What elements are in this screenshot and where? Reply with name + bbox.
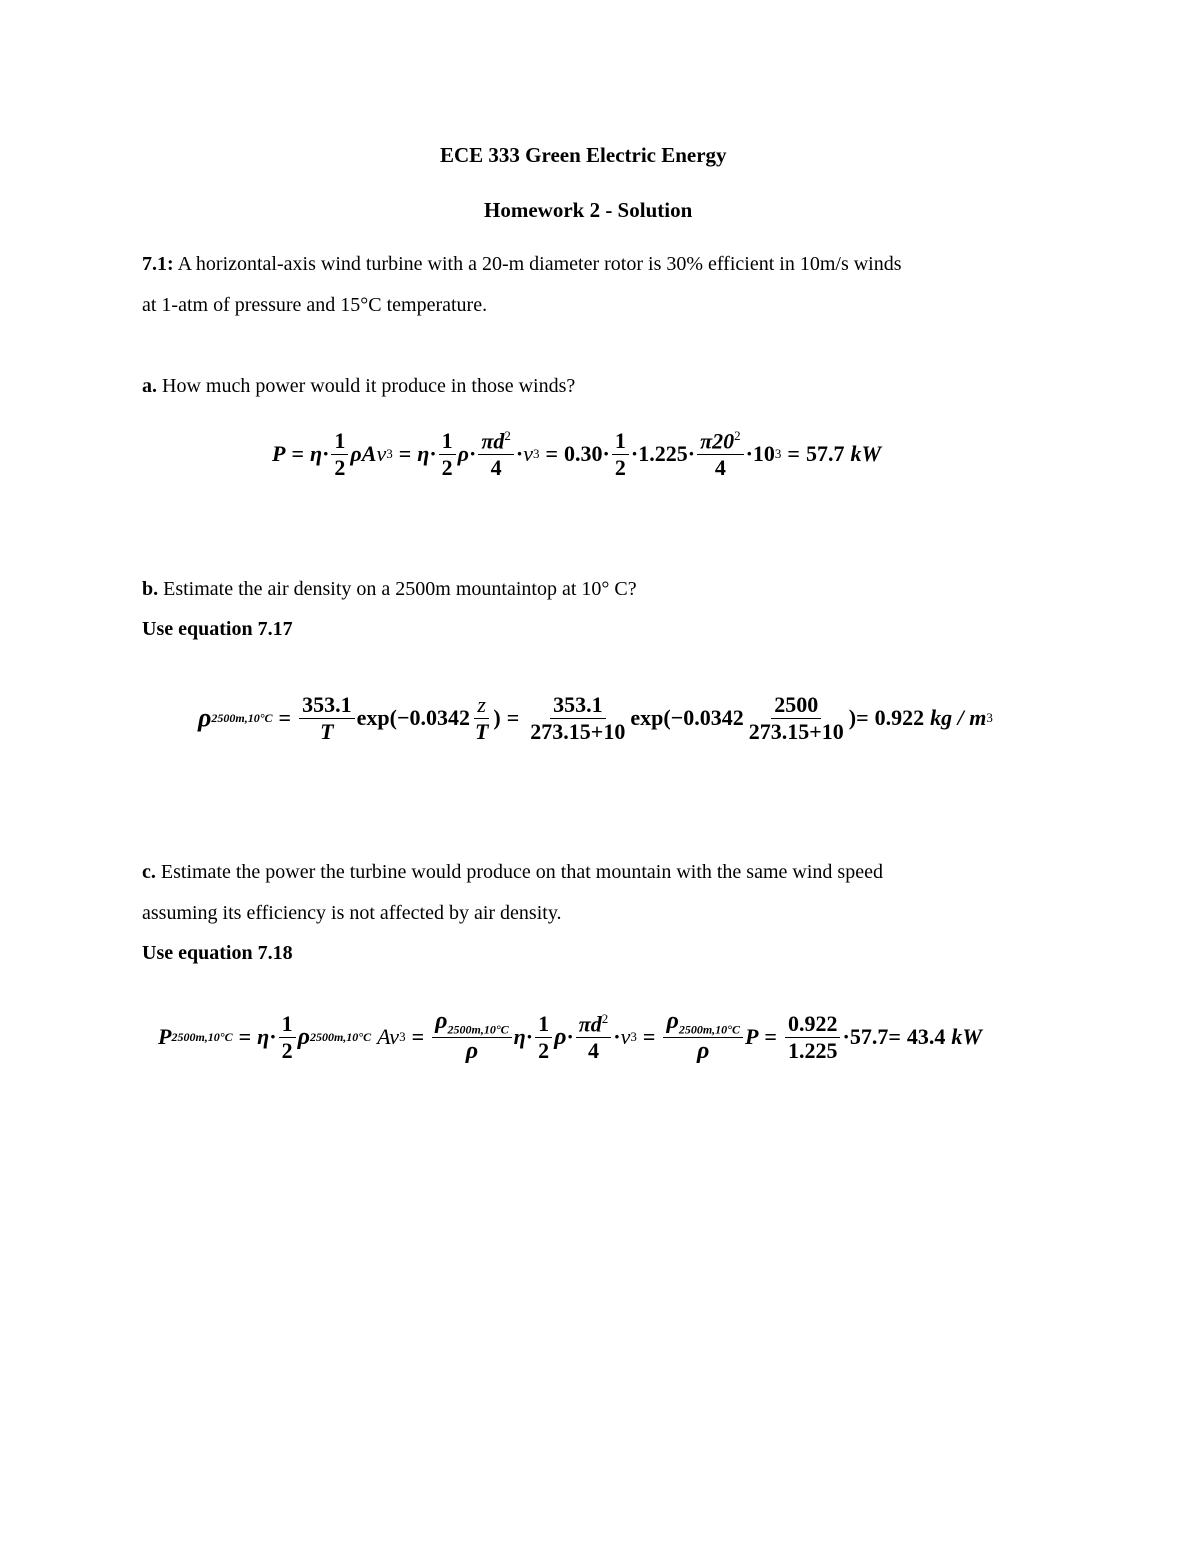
part-b-label: b.	[142, 578, 159, 600]
eqa-pid: πd	[481, 428, 505, 454]
eqb-t-1: T	[320, 718, 334, 744]
eqa-sq-2: 2	[734, 428, 741, 444]
eqb-sub: 2500m,10°C	[211, 710, 273, 725]
eqa-eq-2: =	[398, 441, 412, 466]
eqc-dot-5: ·	[842, 1024, 850, 1049]
part-a-question	[142, 375, 575, 398]
eqa-eta-2: η	[417, 441, 430, 466]
eqc-half-num-1: 1	[279, 1012, 296, 1037]
eqc-half-num-2: 1	[535, 1012, 552, 1037]
part-b-text: Estimate the air density on a 2500m mountaintop at 10° C?	[158, 578, 637, 600]
eqb-result: 0.922	[874, 705, 925, 730]
equation-c	[158, 1004, 982, 1070]
eqa-eff: 0.30	[564, 441, 603, 466]
eqa-cube-1: 3	[386, 446, 393, 461]
problem-line-2: at 1-atm of pressure and 15°C temperature.	[142, 294, 488, 316]
eqc-eq-1: =	[238, 1024, 252, 1049]
eqc-pid: πd	[578, 1011, 602, 1037]
eqa-half-num-3: 1	[612, 429, 629, 454]
eqc-v: v	[620, 1024, 631, 1049]
part-c-use-eq: Use equation 7.18	[142, 942, 293, 964]
equation-b	[198, 686, 993, 750]
eqa-cube-2: 3	[532, 446, 540, 461]
problem-label: 7.1:	[142, 253, 174, 275]
eqa-frac-half-1	[331, 429, 348, 478]
eqa-cube-3: 3	[774, 446, 782, 461]
eqa-eq-1: =	[291, 441, 304, 466]
eqc-rho-4: ρ	[554, 1023, 567, 1050]
eqa-four-2: 4	[714, 454, 726, 480]
eqb-t-2: T	[474, 718, 489, 744]
eqb-close-2: )	[848, 705, 857, 730]
eqc-rho-2: ρ	[435, 1008, 448, 1035]
eqc-cube-1: 3	[399, 1029, 406, 1044]
eqb-frac-3	[527, 693, 628, 742]
part-b-use-eq: Use equation 7.17	[142, 618, 293, 640]
part-c-question-2: assuming its efficiency is not affected by air density.	[142, 902, 562, 924]
eqb-tsum-1: 273.15+10	[530, 718, 626, 744]
eqc-four: 4	[588, 1037, 600, 1063]
eqb-eq-3: =	[856, 705, 869, 730]
eqa-ten: 10	[752, 441, 775, 466]
eqb-frac-2	[472, 693, 491, 742]
eqb-z: z	[474, 693, 489, 718]
eqc-result: 43.4	[906, 1024, 946, 1049]
eqa-dot-7: ·	[687, 441, 696, 466]
eqc-eq-3: =	[642, 1024, 656, 1049]
eqa-four-1: 4	[490, 454, 502, 480]
eqb-tsum-2: 273.15+10	[748, 718, 844, 744]
eqc-unit: kW	[951, 1024, 982, 1049]
eqa-frac-half-2	[439, 429, 456, 478]
eqa-frac-area-num	[697, 429, 744, 479]
eqc-frac-half-1	[279, 1012, 296, 1061]
eqb-alt: 2500	[771, 693, 821, 718]
eqa-result: 57.7	[805, 441, 845, 466]
eqc-eta-1: η	[257, 1024, 270, 1049]
eqc-av: Av	[377, 1024, 400, 1049]
eqc-dot-3: ·	[566, 1024, 574, 1049]
eqc-dot-1: ·	[269, 1024, 277, 1049]
eqc-eq-2: =	[411, 1024, 425, 1049]
eqc-eq-4: =	[764, 1024, 777, 1049]
eqa-v-1: v	[376, 441, 387, 466]
eqa-eq-3: =	[545, 441, 559, 466]
eqa-half-den-1: 2	[334, 454, 346, 480]
problem-text-1: A horizontal-axis wind turbine with a 20-m diameter rotor is 30% efficient in 10m/s winds	[173, 253, 902, 275]
part-c-question-1	[142, 861, 883, 884]
eqa-half-num-1: 1	[331, 429, 348, 454]
eqc-p-end: P	[744, 1024, 759, 1049]
eqc-eq-5: =	[888, 1024, 901, 1049]
eqa-density: 1.225	[638, 441, 688, 466]
eqa-dot-1: ·	[322, 441, 330, 466]
eqc-frac-area	[576, 1012, 612, 1062]
eqa-v-2: v	[523, 441, 533, 466]
eqb-frac-1	[299, 693, 355, 742]
eqc-half-den-2: 2	[538, 1037, 550, 1063]
part-a-label: a.	[142, 375, 157, 397]
eqc-half-den-1: 2	[281, 1037, 293, 1063]
eqb-unit: kg / m	[930, 705, 987, 730]
eqa-half-den-2: 2	[441, 454, 453, 480]
eqc-dot-2: ·	[525, 1024, 534, 1049]
eqc-frac-values	[785, 1012, 841, 1061]
eqc-rho-3: ρ	[465, 1038, 479, 1065]
eqa-rho: ρ	[457, 441, 470, 466]
eqc-power: 57.7	[849, 1024, 889, 1049]
eqc-rho-5: ρ	[666, 1008, 679, 1035]
eqb-frac-4	[746, 693, 847, 742]
course-title: ECE 333 Green Electric Energy	[440, 143, 727, 167]
eqc-p: P	[158, 1024, 172, 1049]
eqc-sub-2: 2500m,10°C	[309, 1029, 372, 1044]
eqb-eq-2: =	[506, 705, 520, 730]
eqc-sq: 2	[601, 1011, 609, 1027]
eqa-eta-1: η	[310, 441, 323, 466]
eqc-frac-ratio-1	[432, 1009, 512, 1064]
eqc-den: 1.225	[787, 1037, 838, 1063]
part-a-text: How much power would it produce in those winds?	[157, 375, 576, 397]
eqa-dot-4: ·	[515, 441, 524, 466]
part-b-question	[142, 578, 637, 601]
eqa-frac-area	[478, 429, 514, 479]
eqa-dot-6: ·	[630, 441, 639, 466]
eqa-dot-2: ·	[429, 441, 437, 466]
eqb-cube: 3	[986, 710, 993, 725]
part-c-text-1: Estimate the power the turbine would produce on that mountain with the same wind speed	[155, 861, 883, 883]
eqa-pi20: π20	[700, 428, 735, 454]
eqb-exp-1: exp(−0.0342	[356, 705, 470, 730]
eqb-eq-1: =	[278, 705, 292, 730]
eqc-sub-1: 2500m,10°C	[171, 1029, 233, 1044]
eqc-sub-4: 2500m,10°C	[678, 1022, 740, 1037]
eqa-dot-5: ·	[602, 441, 610, 466]
eqa-eq-4: =	[787, 441, 800, 466]
eqc-frac-ratio-2	[663, 1009, 743, 1064]
problem-line-1	[142, 253, 902, 276]
eqc-eta-2: η	[513, 1024, 526, 1049]
equation-a	[272, 422, 881, 486]
eqc-rho-1: ρ	[297, 1023, 310, 1050]
eqc-dot-4: ·	[613, 1024, 621, 1049]
eqa-half-den-3: 2	[614, 454, 626, 480]
eqa-dot-3: ·	[469, 441, 477, 466]
eqb-c1-2: 353.1	[550, 693, 606, 718]
eqc-frac-half-2	[535, 1012, 552, 1061]
eqa-p: P	[272, 441, 286, 466]
eqa-half-num-2: 1	[439, 429, 456, 454]
eqb-c1-1: 353.1	[299, 693, 355, 718]
doc-title: Homework 2 - Solution	[484, 198, 693, 222]
eqa-unit: kW	[850, 441, 882, 466]
eqa-frac-half-3	[612, 429, 629, 478]
eqc-cube-2: 3	[630, 1029, 637, 1044]
eqb-exp-2: exp(−0.0342	[630, 705, 744, 730]
eqb-rho: ρ	[198, 703, 212, 732]
eqc-num: 0.922	[785, 1012, 841, 1037]
eqc-sub-3: 2500m,10°C	[447, 1022, 509, 1037]
eqa-sq-1: 2	[504, 428, 511, 444]
eqc-rho-6: ρ	[697, 1038, 710, 1065]
eqb-close-1: )	[493, 705, 501, 730]
part-c-label: c.	[142, 861, 156, 883]
eqa-rhoa: ρA	[350, 441, 377, 466]
eqa-dot-8: ·	[745, 441, 753, 466]
